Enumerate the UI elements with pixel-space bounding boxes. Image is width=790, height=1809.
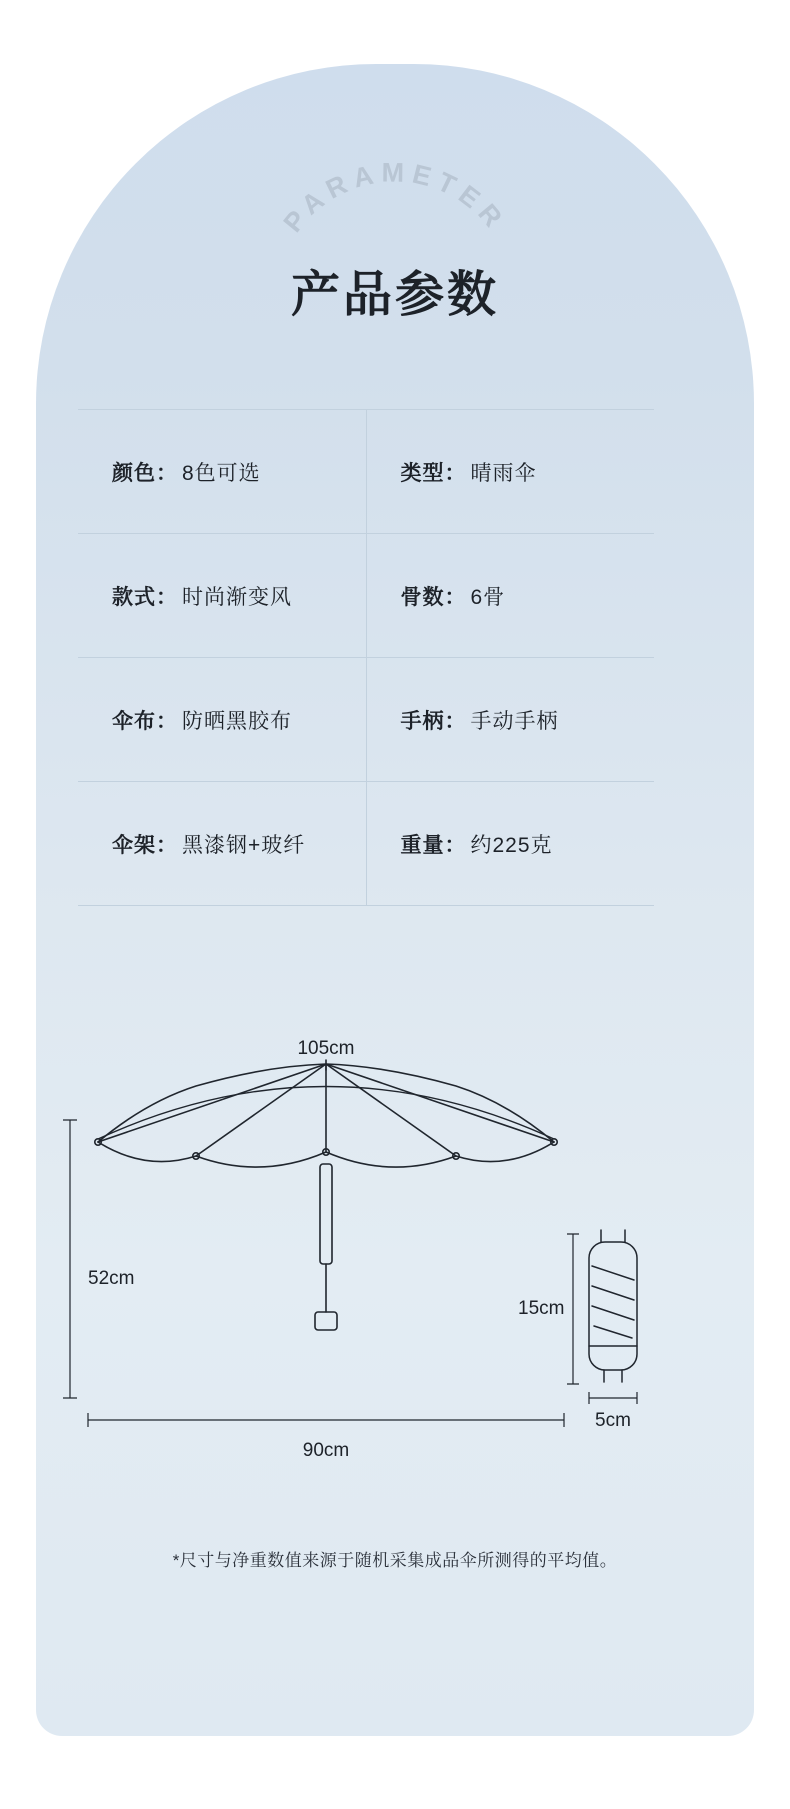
- umbrella-dimension-diagram: [36, 994, 754, 1524]
- spec-cell-type: [366, 410, 654, 534]
- spec-label: 伞布：: [112, 709, 178, 733]
- spec-cell-frame: [78, 782, 366, 906]
- spec-value: 6骨: [470, 585, 506, 609]
- table-row: [78, 658, 654, 782]
- svg-text:PARAMETER: [278, 160, 513, 238]
- spec-value: 黑漆钢+玻纤: [182, 833, 306, 857]
- spec-label: 款式：: [112, 585, 178, 609]
- dim-folded-height: 15cm: [518, 1298, 565, 1319]
- spec-cell-fabric: [78, 658, 366, 782]
- table-row: [78, 534, 654, 658]
- spec-value: 防晒黑胶布: [182, 709, 292, 733]
- spec-cell-weight: [366, 782, 654, 906]
- spec-label: 手柄：: [400, 709, 467, 733]
- page-title: 产品参数: [290, 268, 499, 322]
- spec-value: 8色可选: [182, 461, 261, 485]
- spec-label: 伞架：: [112, 833, 178, 857]
- spec-label: 类型：: [400, 461, 467, 485]
- spec-label: 颜色：: [112, 461, 178, 485]
- spec-label: 骨数：: [400, 585, 467, 609]
- spec-cell-handle: [366, 658, 654, 782]
- spec-value: 约225克: [470, 833, 553, 857]
- dim-open-height: 52cm: [88, 1268, 135, 1289]
- arc-word-text: PARAMETER: [277, 160, 513, 238]
- table-row: [78, 782, 654, 906]
- spec-value: 手动手柄: [470, 709, 559, 733]
- spec-value: 晴雨伞: [470, 461, 537, 485]
- footnote: *尺寸与净重数值来源于随机采集成品伞所测得的平均值。: [172, 1551, 618, 1570]
- parameter-card: [36, 64, 754, 1736]
- spec-cell-style: [78, 534, 366, 658]
- dim-open-span: 90cm: [302, 1440, 350, 1461]
- table-row: [78, 410, 654, 534]
- dim-canopy-width: 105cm: [297, 1038, 355, 1059]
- spec-cell-color: [78, 410, 366, 534]
- spec-cell-ribs: [366, 534, 654, 658]
- spec-value: 时尚渐变风: [182, 585, 292, 609]
- dim-folded-width: 5cm: [595, 1410, 631, 1431]
- spec-label: 重量：: [400, 833, 467, 857]
- spec-table: [78, 409, 654, 906]
